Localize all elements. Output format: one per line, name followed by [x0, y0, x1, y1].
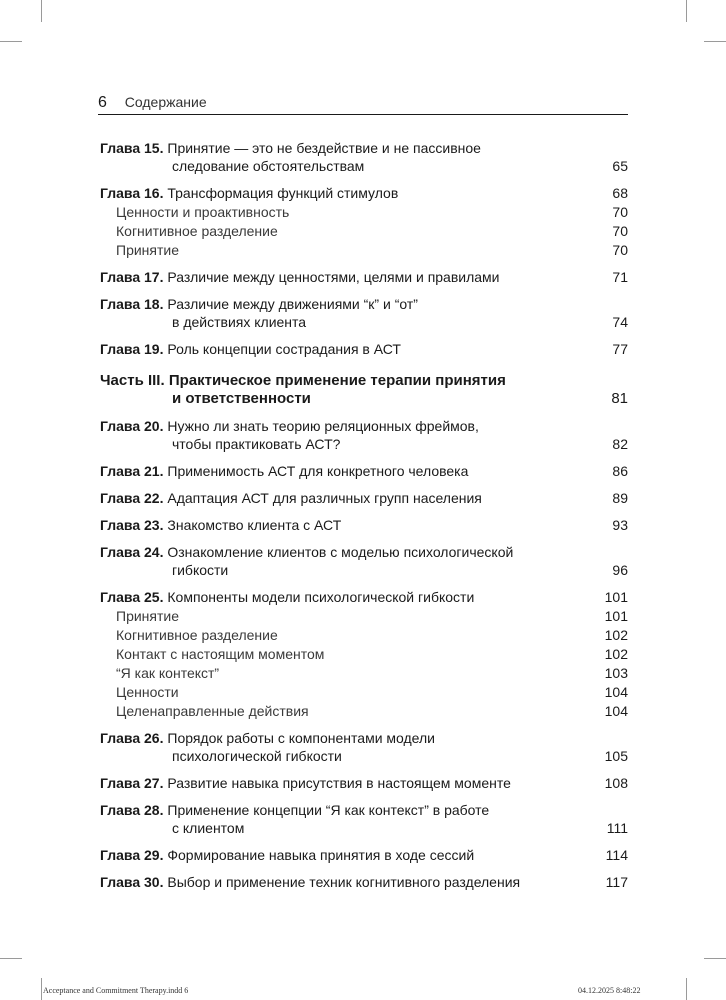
table-of-contents: [100, 130, 628, 891]
entry-line: [100, 417, 628, 435]
entry-title: в действиях клиента: [172, 314, 307, 330]
entry-title: Когнитивное разделение: [116, 627, 278, 643]
entry-title: Нужно ли знать теорию реляционных фреймов,: [167, 418, 479, 434]
toc-subentry[interactable]: [100, 241, 628, 259]
entry-title: Различие между ценностями, целями и правилами: [167, 269, 500, 285]
entry-line: [100, 561, 628, 579]
entry-page-number: 71: [612, 269, 628, 285]
entry-line: [100, 747, 628, 765]
entry-title: Компоненты модели психологической гибкости: [167, 589, 475, 605]
entry-title: Адаптация АСТ для различных групп населения: [167, 490, 482, 506]
toc-chapter[interactable]: [100, 268, 628, 286]
entry-title: Роль концепции сострадания в АСТ: [167, 341, 401, 357]
entry-title: и ответственности: [172, 390, 311, 407]
entry-title: Принятие: [116, 608, 179, 624]
toc-chapter[interactable]: [100, 588, 628, 606]
entry-label: Глава 20.: [100, 418, 164, 434]
entry-page-number: 114: [605, 847, 628, 863]
entry-title: Применение концепции “Я как контекст” в работе: [167, 802, 490, 818]
entry-line: [100, 340, 628, 358]
entry-title: Целенаправленные действия: [116, 703, 309, 719]
entry-line: [100, 313, 628, 331]
toc-part[interactable]: [100, 372, 628, 408]
entry-line: [100, 645, 628, 663]
entry-title: Формирование навыка принятия в ходе сессий: [167, 847, 475, 863]
entry-label: Глава 28.: [100, 802, 164, 818]
entry-page-number: 74: [612, 314, 628, 330]
entry-line: [100, 588, 628, 606]
entry-line: [100, 241, 628, 259]
entry-page-number: 70: [612, 242, 628, 258]
toc-subentry[interactable]: [100, 645, 628, 663]
toc-chapter[interactable]: [100, 846, 628, 864]
crop-mark: [41, 978, 42, 1000]
crop-mark: [0, 958, 22, 959]
entry-label: Часть III.: [100, 372, 165, 389]
entry-title: Принятие — это не бездействие и не пассивное: [167, 140, 481, 156]
entry-title: Различие между движениями “к” и “от”: [167, 296, 418, 312]
entry-page-number: 86: [612, 463, 628, 479]
entry-line: [100, 435, 628, 453]
entry-label: Глава 16.: [100, 185, 164, 201]
crop-mark: [686, 0, 687, 22]
page-number: 6: [98, 94, 107, 111]
entry-page-number: 117: [605, 874, 628, 890]
entry-page-number: 70: [612, 204, 628, 220]
entry-title: с клиентом: [172, 820, 245, 836]
entry-line: [100, 702, 628, 720]
entry-line: [100, 664, 628, 682]
entry-page-number: 70: [612, 223, 628, 239]
entry-title: Когнитивное разделение: [116, 223, 278, 239]
entry-title: следование обстоятельствам: [172, 158, 365, 174]
entry-title: Ценности и проактивность: [116, 204, 290, 220]
entry-title: “Я как контекст”: [116, 665, 220, 681]
entry-line: [100, 390, 628, 408]
crop-mark: [686, 978, 687, 1000]
toc-subentry[interactable]: [100, 626, 628, 644]
entry-page-number: 103: [604, 665, 628, 681]
entry-line: [100, 222, 628, 240]
toc-chapter[interactable]: [100, 295, 628, 331]
entry-label: Глава 29.: [100, 847, 164, 863]
entry-label: Глава 22.: [100, 490, 164, 506]
crop-mark: [0, 41, 22, 42]
crop-mark: [41, 0, 42, 22]
entry-label: Глава 15.: [100, 140, 164, 156]
entry-title: психологической гибкости: [172, 748, 342, 764]
entry-page-number: 81: [611, 390, 628, 407]
entry-label: Глава 17.: [100, 269, 164, 285]
entry-line: [100, 819, 628, 837]
entry-label: Глава 26.: [100, 730, 164, 746]
toc-subentry[interactable]: [100, 702, 628, 720]
entry-page-number: 65: [612, 158, 628, 174]
entry-title: Применимость АСТ для конкретного человека: [167, 463, 469, 479]
entry-page-number: 96: [612, 562, 628, 578]
entry-page-number: 105: [604, 748, 628, 764]
entry-title: Порядок работы с компонентами модели: [167, 730, 435, 746]
entry-label: Глава 25.: [100, 589, 164, 605]
entry-line: [100, 184, 628, 202]
entry-page-number: 104: [604, 684, 628, 700]
entry-line: [100, 607, 628, 625]
toc-chapter[interactable]: [100, 873, 628, 891]
toc-chapter[interactable]: [100, 543, 628, 579]
toc-chapter[interactable]: [100, 417, 628, 453]
entry-title: Развитие навыка присутствия в настоящем моменте: [167, 775, 511, 791]
toc-subentry[interactable]: [100, 203, 628, 221]
section-title: Содержание: [124, 94, 207, 110]
entry-page-number: 93: [612, 517, 628, 533]
header-rule: [98, 114, 628, 115]
entry-label: Глава 19.: [100, 341, 164, 357]
entry-label: Глава 23.: [100, 517, 164, 533]
entry-title: Практическое применение терапии принятия: [168, 372, 506, 389]
entry-page-number: 104: [604, 703, 628, 719]
toc-chapter[interactable]: [100, 184, 628, 202]
entry-title: Принятие: [116, 242, 179, 258]
entry-title: чтобы практиковать АСТ?: [172, 436, 341, 452]
entry-page-number: 89: [612, 490, 628, 506]
entry-line: [100, 372, 628, 390]
entry-page-number: 111: [606, 820, 628, 836]
entry-page-number: 101: [604, 589, 628, 605]
entry-line: [100, 774, 628, 792]
entry-line: [100, 543, 628, 561]
entry-label: Глава 27.: [100, 775, 164, 791]
toc-subentry[interactable]: [100, 683, 628, 701]
toc-chapter[interactable]: [100, 516, 628, 534]
entry-page-number: 101: [604, 608, 628, 624]
entry-title: Выбор и применение техник когнитивного разделения: [167, 874, 521, 890]
entry-title: Трансформация функций стимулов: [167, 185, 399, 201]
entry-title: Ознакомление клиентов с моделью психологической: [167, 544, 514, 560]
toc-subentry[interactable]: [100, 664, 628, 682]
entry-line: [100, 626, 628, 644]
crop-mark: [704, 41, 726, 42]
entry-title: Контакт с настоящим моментом: [116, 646, 325, 662]
entry-line: [100, 157, 628, 175]
entry-page-number: 77: [612, 341, 628, 357]
toc-chapter[interactable]: [100, 774, 628, 792]
entry-line: [100, 801, 628, 819]
entry-page-number: 108: [604, 775, 628, 791]
entry-page-number: 82: [612, 436, 628, 452]
crop-mark: [704, 958, 726, 959]
entry-page-number: 102: [604, 646, 628, 662]
entry-label: Глава 30.: [100, 874, 164, 890]
footer-file: Acceptance and Commitment Therapy.indd 6: [43, 986, 189, 995]
footer-timestamp: 04.12.2025 8:48:22: [578, 986, 641, 995]
entry-line: [100, 729, 628, 747]
toc-subentry[interactable]: [100, 607, 628, 625]
entry-line: [100, 203, 628, 221]
entry-title: Ценности: [116, 684, 179, 700]
entry-title: гибкости: [172, 562, 229, 578]
entry-line: [100, 846, 628, 864]
entry-line: [100, 268, 628, 286]
entry-label: Глава 24.: [100, 544, 164, 560]
entry-label: Глава 18.: [100, 296, 164, 312]
entry-page-number: 68: [612, 185, 628, 201]
entry-line: [100, 489, 628, 507]
toc-chapter[interactable]: [100, 729, 628, 765]
running-header: [98, 94, 207, 112]
entry-line: [100, 873, 628, 891]
toc-subentry[interactable]: [100, 222, 628, 240]
toc-chapter[interactable]: [100, 489, 628, 507]
entry-label: Глава 21.: [100, 463, 164, 479]
toc-chapter[interactable]: [100, 340, 628, 358]
toc-chapter[interactable]: [100, 801, 628, 837]
entry-line: [100, 139, 628, 157]
toc-chapter[interactable]: [100, 139, 628, 175]
entry-page-number: 102: [604, 627, 628, 643]
entry-line: [100, 683, 628, 701]
entry-line: [100, 462, 628, 480]
entry-title: Знакомство клиента с АСТ: [167, 517, 342, 533]
entry-line: [100, 295, 628, 313]
entry-line: [100, 516, 628, 534]
toc-chapter[interactable]: [100, 462, 628, 480]
